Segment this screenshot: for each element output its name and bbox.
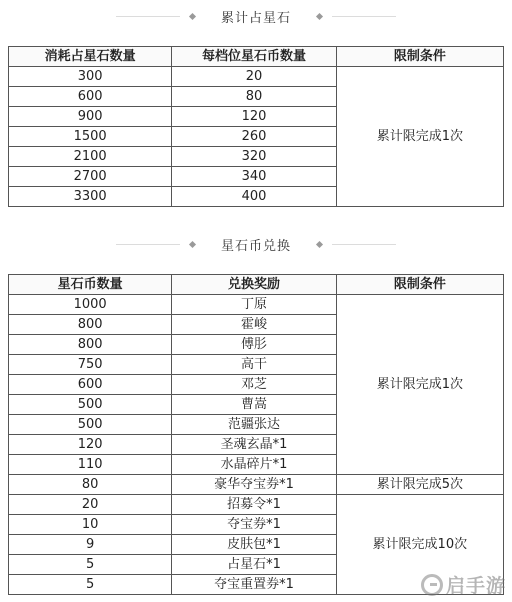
limit-cell: 累计限完成1次 bbox=[336, 295, 503, 475]
coin-cost-cell: 110 bbox=[9, 455, 172, 475]
coin-cost-cell: 120 bbox=[9, 435, 172, 455]
coin-amount-cell: 260 bbox=[172, 127, 336, 147]
reward-cell: 招募令*1 bbox=[172, 495, 336, 515]
divider bbox=[332, 244, 396, 245]
reward-cell: 夺宝重置券*1 bbox=[172, 575, 336, 595]
reward-cell: 丁原 bbox=[172, 295, 336, 315]
diamond-icon bbox=[189, 12, 196, 19]
table-row bbox=[9, 295, 504, 315]
reward-cell: 邓芝 bbox=[172, 375, 336, 395]
table-header-row bbox=[9, 275, 504, 295]
coin-cost-cell: 5 bbox=[9, 575, 172, 595]
column-header: 限制条件 bbox=[336, 275, 503, 295]
star-stone-table bbox=[8, 46, 504, 207]
divider bbox=[332, 16, 396, 17]
limit-cell: 累计限完成5次 bbox=[336, 475, 503, 495]
column-header: 消耗占星石数量 bbox=[9, 47, 172, 67]
coin-cost-cell: 500 bbox=[9, 395, 172, 415]
divider bbox=[116, 244, 180, 245]
stone-cost-cell: 900 bbox=[9, 107, 172, 127]
reward-cell: 霍峻 bbox=[172, 315, 336, 335]
diamond-icon bbox=[189, 240, 196, 247]
coin-cost-cell: 800 bbox=[9, 315, 172, 335]
coin-cost-cell: 20 bbox=[9, 495, 172, 515]
coin-cost-cell: 500 bbox=[9, 415, 172, 435]
coin-cost-cell: 5 bbox=[9, 555, 172, 575]
reward-cell: 夺宝券*1 bbox=[172, 515, 336, 535]
reward-cell: 高干 bbox=[172, 355, 336, 375]
coin-cost-cell: 1000 bbox=[9, 295, 172, 315]
section-title-text: 累计占星石 bbox=[220, 10, 291, 26]
table-row bbox=[9, 495, 504, 515]
reward-cell: 圣魂玄晶*1 bbox=[172, 435, 336, 455]
section-title-star-stone bbox=[0, 6, 512, 26]
coin-amount-cell: 80 bbox=[172, 87, 336, 107]
section-title-text: 星石币兑换 bbox=[220, 238, 291, 254]
table-header-row bbox=[9, 47, 504, 67]
limit-cell: 累计限完成1次 bbox=[336, 67, 503, 207]
divider bbox=[116, 16, 180, 17]
coin-cost-cell: 800 bbox=[9, 335, 172, 355]
coin-amount-cell: 20 bbox=[172, 67, 336, 87]
watermark-text: 启手游 bbox=[445, 575, 506, 597]
coin-cost-cell: 9 bbox=[9, 535, 172, 555]
coin-amount-cell: 400 bbox=[172, 187, 336, 207]
coin-cost-cell: 80 bbox=[9, 475, 172, 495]
reward-cell: 傅肜 bbox=[172, 335, 336, 355]
coin-amount-cell: 320 bbox=[172, 147, 336, 167]
coin-amount-cell: 120 bbox=[172, 107, 336, 127]
stone-cost-cell: 1500 bbox=[9, 127, 172, 147]
reward-cell: 范疆张达 bbox=[172, 415, 336, 435]
stone-cost-cell: 600 bbox=[9, 87, 172, 107]
reward-cell: 曹嵩 bbox=[172, 395, 336, 415]
diamond-icon bbox=[316, 12, 323, 19]
column-header: 兑换奖励 bbox=[172, 275, 336, 295]
coin-cost-cell: 750 bbox=[9, 355, 172, 375]
stone-cost-cell: 3300 bbox=[9, 187, 172, 207]
section-title-coin-exchange bbox=[0, 234, 512, 254]
reward-cell: 水晶碎片*1 bbox=[172, 455, 336, 475]
stone-cost-cell: 300 bbox=[9, 67, 172, 87]
diamond-icon bbox=[316, 240, 323, 247]
stone-cost-cell: 2700 bbox=[9, 167, 172, 187]
table-row bbox=[9, 475, 504, 495]
reward-cell: 豪华夺宝券*1 bbox=[172, 475, 336, 495]
column-header: 星石币数量 bbox=[9, 275, 172, 295]
coin-cost-cell: 600 bbox=[9, 375, 172, 395]
stone-cost-cell: 2100 bbox=[9, 147, 172, 167]
table-row bbox=[9, 67, 504, 87]
reward-cell: 皮肤包*1 bbox=[172, 535, 336, 555]
column-header: 限制条件 bbox=[336, 47, 503, 67]
limit-cell: 累计限完成10次 bbox=[336, 495, 503, 595]
reward-cell: 占星石*1 bbox=[172, 555, 336, 575]
coin-amount-cell: 340 bbox=[172, 167, 336, 187]
coin-cost-cell: 10 bbox=[9, 515, 172, 535]
coin-exchange-table bbox=[8, 274, 504, 595]
column-header: 每档位星石币数量 bbox=[172, 47, 336, 67]
